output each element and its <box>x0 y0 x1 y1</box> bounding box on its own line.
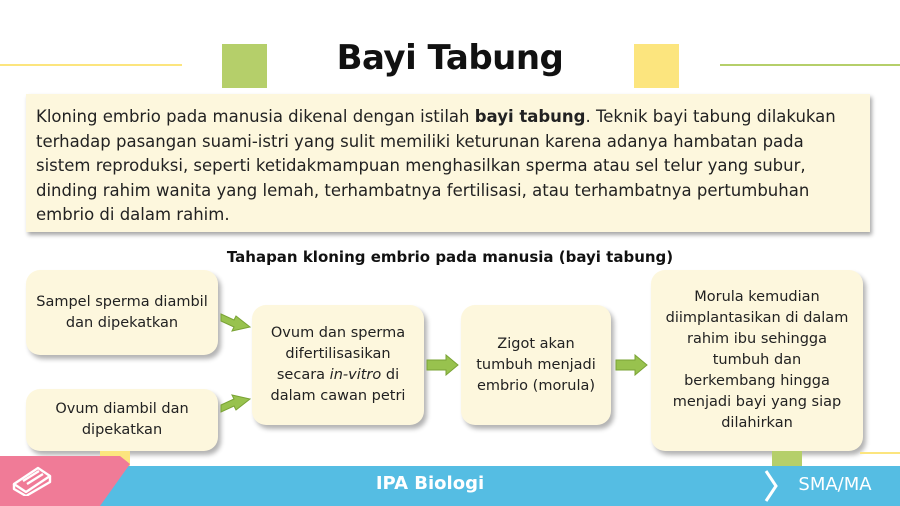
footer-subject: IPA Biologi <box>375 473 485 494</box>
footer-level: SMA/MA <box>798 474 872 495</box>
arrow-ovum-to-fertilize <box>219 393 253 421</box>
arrow-sperm-to-fertilize <box>219 305 253 333</box>
step-implant-box <box>651 270 863 451</box>
arrow-zygote-to-implant <box>615 354 649 376</box>
step-ovum-box <box>26 389 218 451</box>
page-title: Bayi Tabung <box>336 38 564 78</box>
step-sperm-box <box>26 270 218 355</box>
step-sperm-label: Sampel sperma diambil dan dipekatkan <box>36 293 208 331</box>
green-strip-decoration-right <box>772 451 802 466</box>
bottom-right-line <box>860 452 900 454</box>
step-zygote-label: Zigot akan tumbuh menjadi embrio (morula) <box>476 335 596 394</box>
intro-text: Kloning embrio pada manusia dikenal dengan istilah bayi tabung. Teknik bayi tabung dilakukan terhadap pasangan suami-istri yang sulit memiliki keturunan karena adanya hambatan pada sistem reproduksi, seperti ketidakmampuan menghasilkan sperma atau sel telur yang subur, dinding rahim wanita yang lemah, terhambatnya fertilisasi, atau terhambatnya pertumbuhan embrio di dalam rahim. <box>36 107 836 224</box>
arrow-fertilize-to-zygote <box>426 354 460 376</box>
chevron-right-icon <box>762 468 782 504</box>
step-fertilize-box <box>252 305 424 425</box>
intro-bold-term: bayi tabung <box>474 107 586 126</box>
intro-box <box>26 94 870 232</box>
step-ovum-label: Ovum diambil dan dipekatkan <box>55 401 189 438</box>
step-implant-label: Morula kemudian diimplantasikan di dalam rahim ibu sehingga tumbuh dan berkembang hingga menjadi bayi yang siap dilahirkan <box>665 289 849 431</box>
step-fertilize-label: Ovum dan sperma difertilisasikan secara in-vitro di dalam cawan petri <box>270 325 406 404</box>
diagram-title: Tahapan kloning embrio pada manusia (bayi tabung) <box>226 248 674 266</box>
step-zygote-box <box>461 305 611 425</box>
books-icon <box>8 462 54 496</box>
